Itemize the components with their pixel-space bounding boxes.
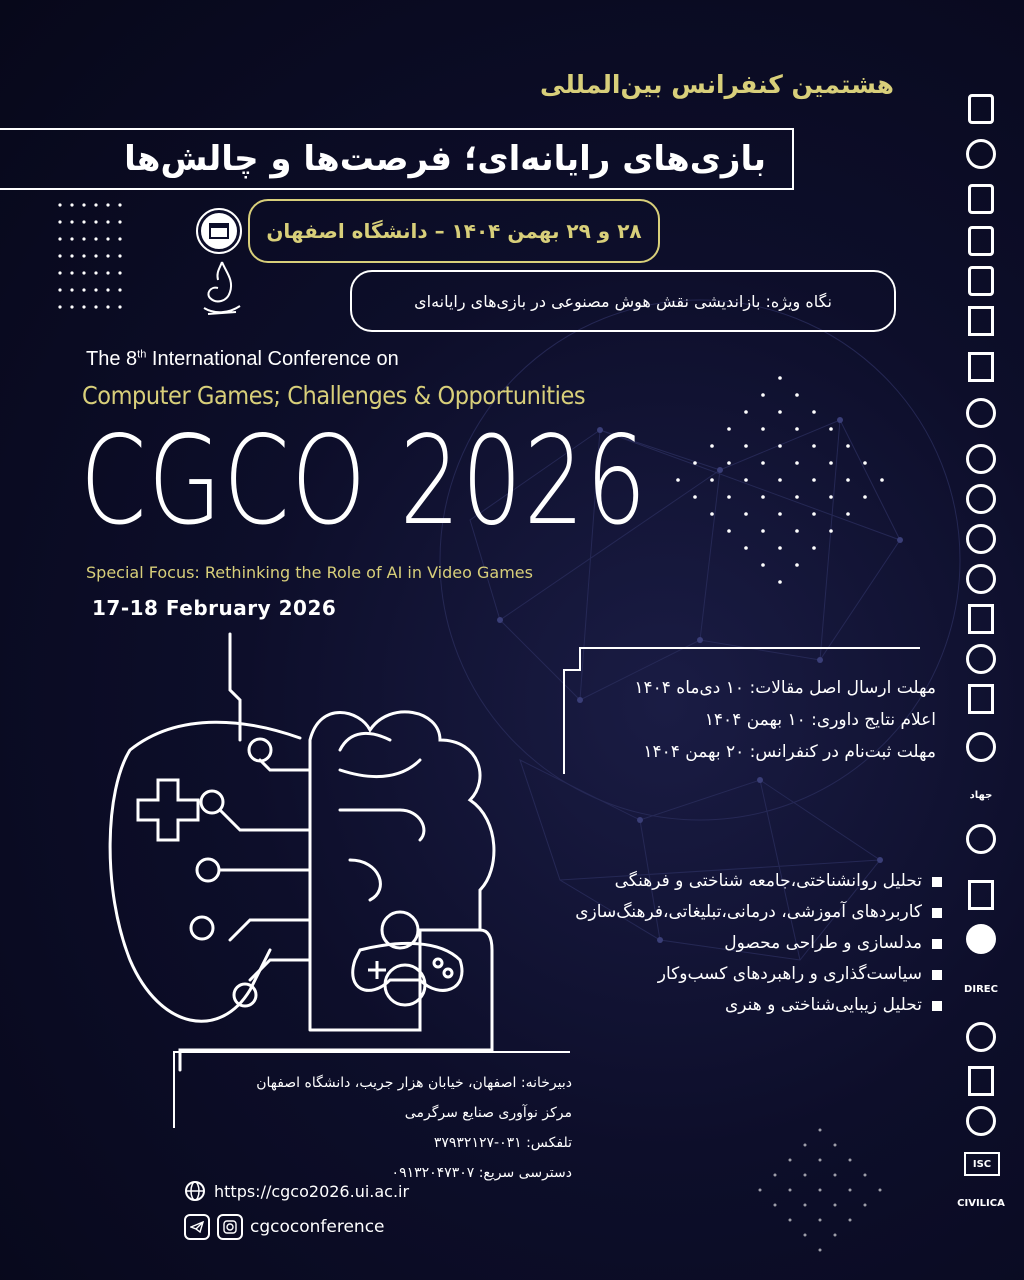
decor-dot (812, 410, 816, 414)
sponsor-shield-icon (962, 680, 1000, 718)
decor-dot (879, 1189, 882, 1192)
english-title: Computer Games; Challenges & Opportunities (82, 381, 586, 410)
decor-dot (118, 305, 121, 308)
quick-access-phone: دسترسی سریع: ۰۹۱۳۲۰۴۷۳۰۷ (391, 1165, 572, 1181)
topic-item: مدلسازی و طراحی محصول (575, 928, 942, 959)
decor-dot (795, 495, 799, 499)
sponsor-logo-icon (962, 600, 1000, 638)
decor-dot (761, 529, 765, 533)
decor-dot (761, 393, 765, 397)
telegram-icon[interactable] (184, 1214, 210, 1240)
decor-dot (819, 1189, 822, 1192)
decor-dot (761, 461, 765, 465)
title-box (0, 128, 794, 190)
decor-dot (693, 495, 697, 499)
decor-dot (759, 1189, 762, 1192)
topic-item: تحلیل روانشناختی،جامعه شناختی و فرهنگی (575, 866, 942, 897)
decor-dot (804, 1174, 807, 1177)
decor-dot (82, 203, 85, 206)
globe-icon (184, 1180, 206, 1202)
decor-dot (804, 1234, 807, 1237)
decor-dot (829, 529, 833, 533)
special-focus-fa: نگاه ویژه: بازاندیشی نقش هوش مصنوعی در بازی‌های رایانه‌ای (414, 291, 832, 311)
decor-dot (744, 444, 748, 448)
sponsor-isc-logo: ISC (964, 1152, 1000, 1176)
sponsor-logo-icon (962, 348, 1000, 386)
decor-dot (106, 254, 109, 257)
sponsor-logo-icon (962, 1062, 1000, 1100)
decor-dot (94, 220, 97, 223)
decor-dot (94, 237, 97, 240)
decor-dot (834, 1204, 837, 1207)
special-focus-en: Special Focus: Rethinking the Role of AI in Video Games (86, 563, 533, 582)
sponsor-emblem-icon (962, 262, 1000, 300)
decor-dot (778, 376, 782, 380)
decor-dot (58, 305, 61, 308)
decor-dot (880, 478, 884, 482)
topic-item: کاربردهای آموزشی، درمانی،تبلیغاتی،فرهنگ‌سازی (575, 897, 942, 928)
english-intro-line: The 8th International Conference on (86, 348, 399, 370)
decor-dot (795, 563, 799, 567)
decor-dot (82, 288, 85, 291)
decor-dot (676, 478, 680, 482)
sponsor-seal-icon (962, 728, 1000, 766)
decor-dot (864, 1174, 867, 1177)
deadlines-list (634, 672, 936, 768)
date-location-pill (248, 199, 660, 263)
decor-dot (106, 305, 109, 308)
decor-dot (82, 220, 85, 223)
decor-dot (70, 271, 73, 274)
decor-dot (834, 1144, 837, 1147)
decor-dot (70, 203, 73, 206)
decor-dot (795, 529, 799, 533)
decor-dot (819, 1159, 822, 1162)
instagram-icon[interactable] (217, 1214, 243, 1240)
sponsor-seal-icon (962, 135, 1000, 173)
conference-acronym: CGCO 2026 (80, 410, 648, 552)
decor-dot (849, 1189, 852, 1192)
social-row (184, 1214, 385, 1240)
decor-dot (761, 427, 765, 431)
sponsor-emblem-icon (962, 180, 1000, 218)
decor-dot (94, 203, 97, 206)
sponsor-shield-icon (962, 876, 1000, 914)
decor-dot (710, 444, 714, 448)
secretariat-address: دبیرخانه: اصفهان، خیابان هزار جریب، دانشگاه اصفهان (256, 1075, 572, 1091)
brain-controller-illustration (100, 630, 520, 1090)
sponsor-logos (944, 80, 1024, 1280)
sponsor-logo-icon (962, 1018, 1000, 1056)
decor-dot (778, 546, 782, 550)
deadline-review: اعلام نتایج داوری: ۱۰ بهمن ۱۴۰۴ (704, 710, 936, 730)
decor-dot (118, 203, 121, 206)
decor-dot (863, 495, 867, 499)
social-handle[interactable]: cgcoconference (250, 1217, 385, 1237)
decor-dot (846, 444, 850, 448)
decor-dot (82, 305, 85, 308)
decor-dot (727, 529, 731, 533)
decor-dot (846, 478, 850, 482)
sponsor-gear-icon (962, 1102, 1000, 1140)
decor-dot (106, 271, 109, 274)
decor-dot (789, 1219, 792, 1222)
decor-dot (58, 271, 61, 274)
decor-dot (94, 271, 97, 274)
decor-dot (70, 220, 73, 223)
sponsor-logo-icon (962, 640, 1000, 678)
decor-dot (106, 203, 109, 206)
decor-dot (849, 1159, 852, 1162)
decor-dot (819, 1219, 822, 1222)
decor-dot (774, 1174, 777, 1177)
decor-dot (812, 444, 816, 448)
phone-fax: تلفکس: ۰۳۱-۳۷۹۳۲۱۲۷ (433, 1135, 572, 1151)
decor-dot (58, 203, 61, 206)
contact-block (256, 1068, 572, 1188)
decor-dot (710, 478, 714, 482)
topics-list (575, 866, 942, 1021)
decor-dot (744, 410, 748, 414)
decor-dot (106, 237, 109, 240)
deadline-registration: مهلت ثبت‌نام در کنفرانس: ۲۰ بهمن ۱۴۰۴ (643, 742, 936, 762)
sponsor-emblem-icon (962, 90, 1000, 128)
decor-dot (778, 444, 782, 448)
decor-dot (795, 427, 799, 431)
decor-dot (819, 1129, 822, 1132)
decor-dot (94, 288, 97, 291)
decor-dot (58, 220, 61, 223)
decor-dot (778, 580, 782, 584)
website-row[interactable] (184, 1180, 409, 1202)
sponsor-seal-icon (962, 480, 1000, 518)
decor-dot (804, 1204, 807, 1207)
decor-dot (58, 288, 61, 291)
decor-dot (812, 512, 816, 516)
conference-ordinal: هشتمین کنفرانس بین‌المللی (540, 70, 894, 99)
decor-dot (106, 288, 109, 291)
decor-dot (834, 1174, 837, 1177)
decor-dot (82, 254, 85, 257)
decor-dot (118, 237, 121, 240)
bullet-icon (932, 908, 942, 918)
decor-dot (819, 1249, 822, 1252)
decor-dot (761, 495, 765, 499)
decor-dot (727, 495, 731, 499)
decor-dot (744, 478, 748, 482)
decor-dot (789, 1189, 792, 1192)
bullet-icon (932, 1001, 942, 1011)
decor-dot (70, 288, 73, 291)
sponsor-logo-icon (962, 820, 1000, 858)
decor-dot (70, 254, 73, 257)
title-fa: بازی‌های رایانه‌ای؛ فرصت‌ها و چالش‌ها (124, 139, 766, 179)
decor-dot (744, 512, 748, 516)
decor-dot (106, 220, 109, 223)
decor-dot (795, 461, 799, 465)
website-link[interactable]: https://cgco2026.ui.ac.ir (214, 1181, 410, 1201)
decor-dot (846, 512, 850, 516)
sponsor-logo-icon (962, 560, 1000, 598)
decor-dot (812, 546, 816, 550)
decor-dot (829, 461, 833, 465)
sponsor-jahad-logo: جهاد (969, 789, 993, 801)
calligraphy-logo-icon (196, 258, 248, 320)
decor-dot (804, 1144, 807, 1147)
sponsor-logo-icon (962, 520, 1000, 558)
decor-dot (864, 1204, 867, 1207)
bullet-icon (932, 877, 942, 887)
sponsor-civilica-logo: CIVILICA (957, 1197, 1005, 1209)
decor-dot (70, 305, 73, 308)
dates-en: 17-18 February 2026 (92, 596, 337, 620)
decor-dot (829, 495, 833, 499)
decor-dot (863, 461, 867, 465)
decor-dot (710, 512, 714, 516)
decor-dot (58, 237, 61, 240)
decor-dot (789, 1159, 792, 1162)
decor-dot (693, 461, 697, 465)
decor-dot (795, 393, 799, 397)
decor-dot (70, 237, 73, 240)
sponsor-book-icon (962, 302, 1000, 340)
decor-dot (58, 254, 61, 257)
decor-dot (778, 512, 782, 516)
decor-dot (82, 237, 85, 240)
sponsor-logo-icon (962, 440, 1000, 478)
special-focus-pill (350, 270, 896, 332)
decor-dot (118, 220, 121, 223)
decor-dot (94, 305, 97, 308)
innovation-center: مرکز نوآوری صنایع سرگرمی (404, 1105, 572, 1121)
decor-dot (778, 478, 782, 482)
decor-dot (812, 478, 816, 482)
decor-dot (774, 1204, 777, 1207)
sponsor-gear-icon (962, 394, 1000, 432)
decor-dot (727, 427, 731, 431)
decor-dot (849, 1219, 852, 1222)
sponsor-emblem-icon (962, 222, 1000, 260)
sponsor-direc-logo: DIREC (964, 983, 998, 995)
university-seal-icon (198, 210, 240, 252)
decor-dot (82, 271, 85, 274)
decor-dot (761, 563, 765, 567)
topic-item: سیاست‌گذاری و راهبردهای کسب‌وکار (575, 959, 942, 990)
decor-dot (744, 546, 748, 550)
decor-dot (118, 271, 121, 274)
bullet-icon (932, 939, 942, 949)
sponsor-logo-icon (962, 920, 1000, 958)
decor-dot (727, 461, 731, 465)
decor-dot (94, 254, 97, 257)
topic-item: تحلیل زیبایی‌شناختی و هنری (575, 990, 942, 1021)
deadline-submission: مهلت ارسال اصل مقالات: ۱۰ دی‌ماه ۱۴۰۴ (634, 678, 936, 698)
decor-dot (118, 254, 121, 257)
decor-dot (118, 288, 121, 291)
decor-dot (834, 1234, 837, 1237)
date-location-fa: ۲۸ و ۲۹ بهمن ۱۴۰۴ – دانشگاه اصفهان (266, 219, 642, 243)
decor-dot (829, 427, 833, 431)
decor-dot (778, 410, 782, 414)
bullet-icon (932, 970, 942, 980)
